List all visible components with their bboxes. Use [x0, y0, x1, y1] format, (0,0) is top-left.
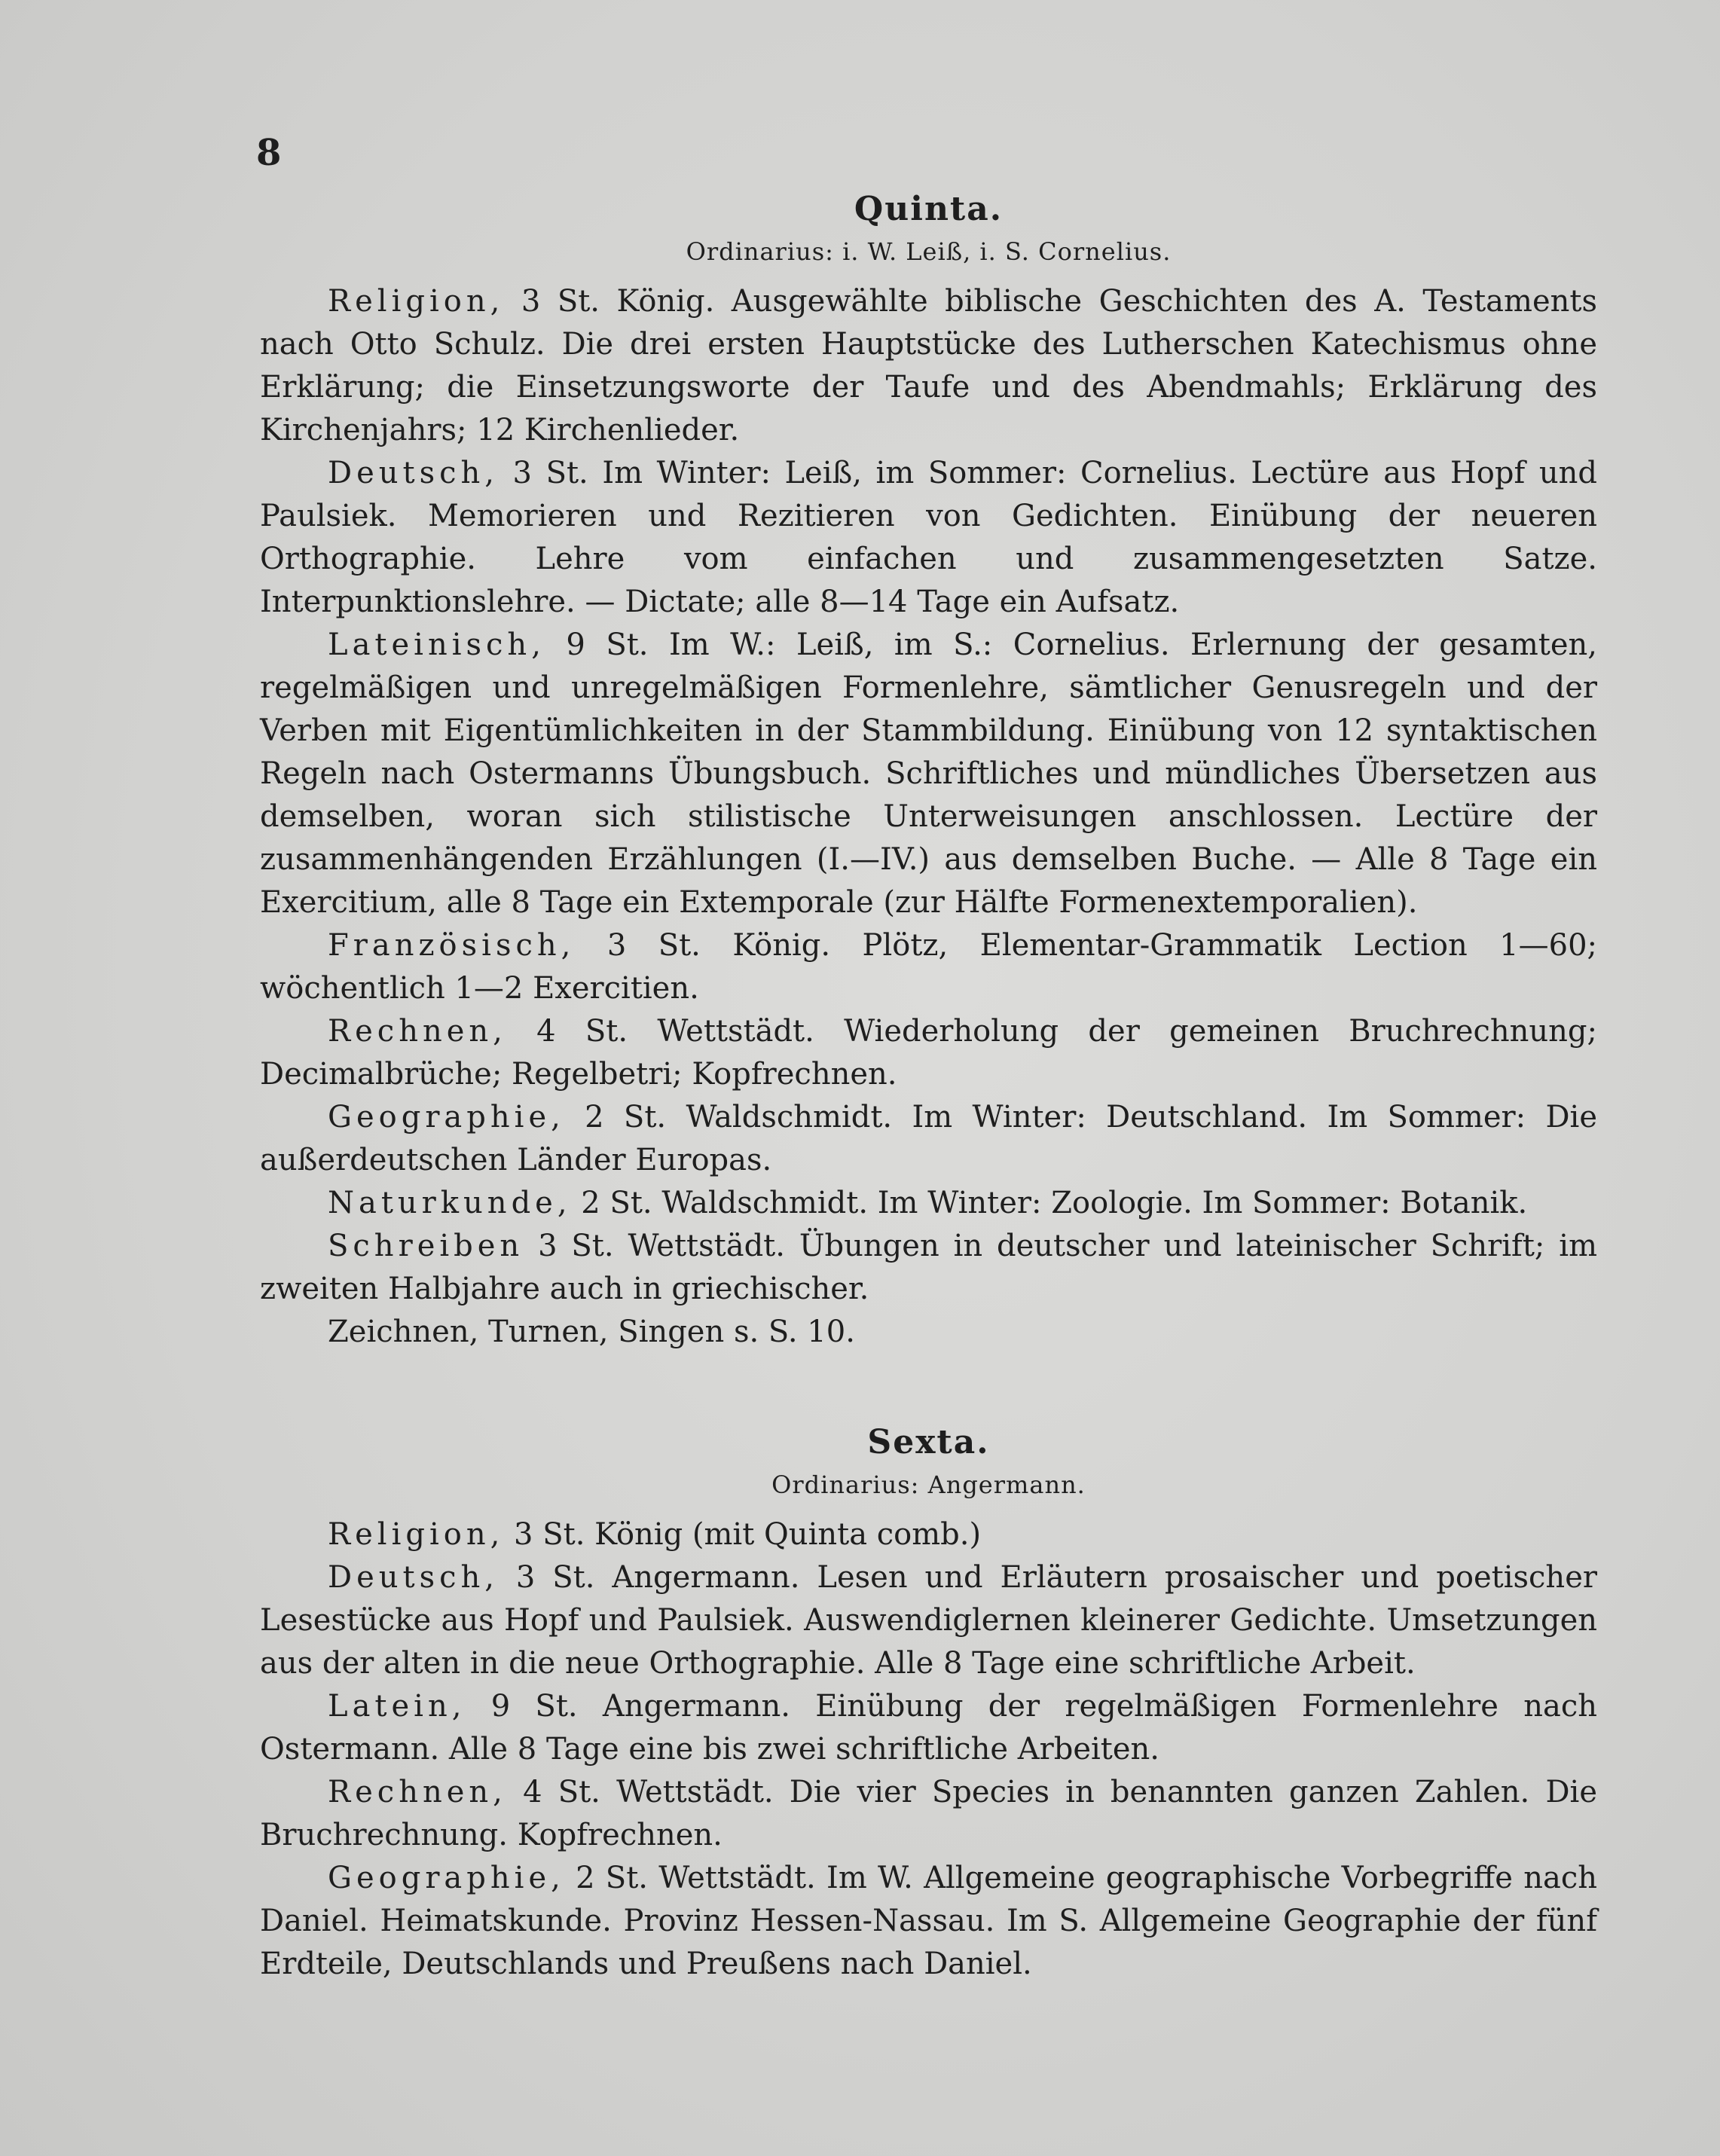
subject-name: Deutsch,	[328, 1560, 499, 1595]
subject-description: 3 St. Angermann. Lesen und Erläutern prosaischer und poetischer Lesestücke aus Hopf und Paulsiek. Auswendiglernen kleinerer Gedichte. Umsetzungen aus der alten in die neue Orthographie. Alle 8 Tage eine schriftliche Arbeit.	[260, 1560, 1597, 1681]
subject-name: Deutsch,	[328, 456, 499, 490]
subject-name: Geographie,	[328, 1861, 565, 1895]
ordinarius-line: Ordinarius: Angermann.	[771, 1470, 1086, 1499]
section-sexta	[260, 1420, 1597, 1986]
cross-reference-line: Zeichnen, Turnen, Singen s. S. 10.	[328, 1315, 855, 1349]
subject-name: Schreiben	[328, 1229, 524, 1263]
curriculum-entry-lateinisch	[260, 624, 1597, 924]
curriculum-entry-franzoesisch	[260, 924, 1597, 1010]
subject-description: 2 St. Waldschmidt. Im Winter: Deutschland. Im Sommer: Die außerdeutschen Länder Europas.	[260, 1100, 1597, 1177]
curriculum-entry-religion	[260, 1513, 1597, 1556]
ordinarius-line: Ordinarius: i. W. Leiß, i. S. Cornelius.	[686, 237, 1172, 266]
curriculum-entry-deutsch	[260, 1556, 1597, 1685]
subject-description: 2 St. Wettstädt. Im W. Allgemeine geographische Vorbegriffe nach Daniel. Heimatskunde. Provinz Hessen-Nassau. Im S. Allgemeine Geographie der fünf Erdteile, Deutschlands und Preußens nach Daniel.	[260, 1861, 1597, 1981]
curriculum-entry-latein	[260, 1685, 1597, 1771]
subject-name: Rechnen,	[328, 1014, 507, 1049]
subject-description: 3 St. König. Ausgewählte biblische Geschichten des A. Testaments nach Otto Schulz. Die drei ersten Hauptstücke des Lutherschen Katechismus ohne Erklärung; die Einsetzungsworte der Taufe und des Abendmahls; Erklärung des Kirchenjahrs; 12 Kirchenlieder.	[260, 284, 1597, 447]
curriculum-entry-religion	[260, 280, 1597, 452]
subject-name: Latein,	[328, 1689, 466, 1724]
subject-name: Religion,	[328, 284, 505, 319]
subject-name: Naturkunde,	[328, 1186, 572, 1220]
subject-description: 3 St. König (mit Quinta comb.)	[504, 1517, 982, 1552]
subject-name: Religion,	[328, 1517, 505, 1552]
subject-name: Rechnen,	[328, 1775, 507, 1809]
section-title: Sexta.	[867, 1423, 990, 1461]
subject-description: 4 St. Wettstädt. Wiederholung der gemeinen Bruchrechnung; Decimalbrüche; Regelbetri; Kopfrechnen.	[260, 1014, 1597, 1092]
subject-description: 4 St. Wettstädt. Die vier Species in benannten ganzen Zahlen. Die Bruchrechnung. Kopfrechnen.	[260, 1775, 1597, 1852]
subject-description: 3 St. König. Plötz, Elementar-Grammatik Lection 1—60; wöchentlich 1—2 Exercitien.	[260, 928, 1597, 1006]
curriculum-entry-rechnen	[260, 1010, 1597, 1096]
curriculum-entry-geographie	[260, 1857, 1597, 1986]
subject-description: 3 St. Wettstädt. Übungen in deutscher und lateinischer Schrift; im zweiten Halbjahre auch in griechischer.	[260, 1229, 1597, 1306]
subject-description: 9 St. Im W.: Leiß, im S.: Cornelius. Erlernung der gesamten, regelmäßigen und unregelmäßigen Formenlehre, sämtlicher Genusregeln und der Verben mit Eigentümlichkeiten in der Stammbildung. Einübung von 12 syntaktischen Regeln nach Ostermanns Übungsbuch. Schriftliches und mündliches Übersetzen aus demselben, woran sich stilistische Unterweisungen anschlossen. Lectüre der zusammenhängenden Erzählungen (I.—IV.) aus demselben Buche. — Alle 8 Tage ein Exercitium, alle 8 Tage ein Extemporale (zur Hälfte Formenextemporalien).	[260, 628, 1597, 920]
subject-description: 9 St. Angermann. Einübung der regelmäßigen Formenlehre nach Ostermann. Alle 8 Tage eine bis zwei schriftliche Arbeiten.	[260, 1689, 1597, 1767]
curriculum-entry-geographie	[260, 1096, 1597, 1182]
subject-name: Lateinisch,	[328, 628, 545, 662]
page-number: 8	[256, 132, 282, 174]
curriculum-entry-rechnen	[260, 1771, 1597, 1857]
curriculum-entry-deutsch	[260, 452, 1597, 624]
subject-description: 3 St. Im Winter: Leiß, im Sommer: Cornelius. Lectüre aus Hopf und Paulsiek. Memorieren und Rezitieren von Gedichten. Einübung der neueren Orthographie. Lehre vom einfachen und zusammengesetzten Satze. Interpunktionslehre. — Dictate; alle 8—14 Tage ein Aufsatz.	[260, 456, 1597, 619]
section-quinta	[260, 187, 1597, 1354]
curriculum-entry-naturkunde	[260, 1182, 1597, 1225]
subject-name: Französisch,	[328, 928, 576, 963]
subject-description: 2 St. Waldschmidt. Im Winter: Zoologie. Im Sommer: Botanik.	[571, 1186, 1528, 1220]
subject-name: Geographie,	[328, 1100, 565, 1134]
section-title: Quinta.	[854, 190, 1004, 228]
curriculum-entry-schreiben	[260, 1225, 1597, 1311]
